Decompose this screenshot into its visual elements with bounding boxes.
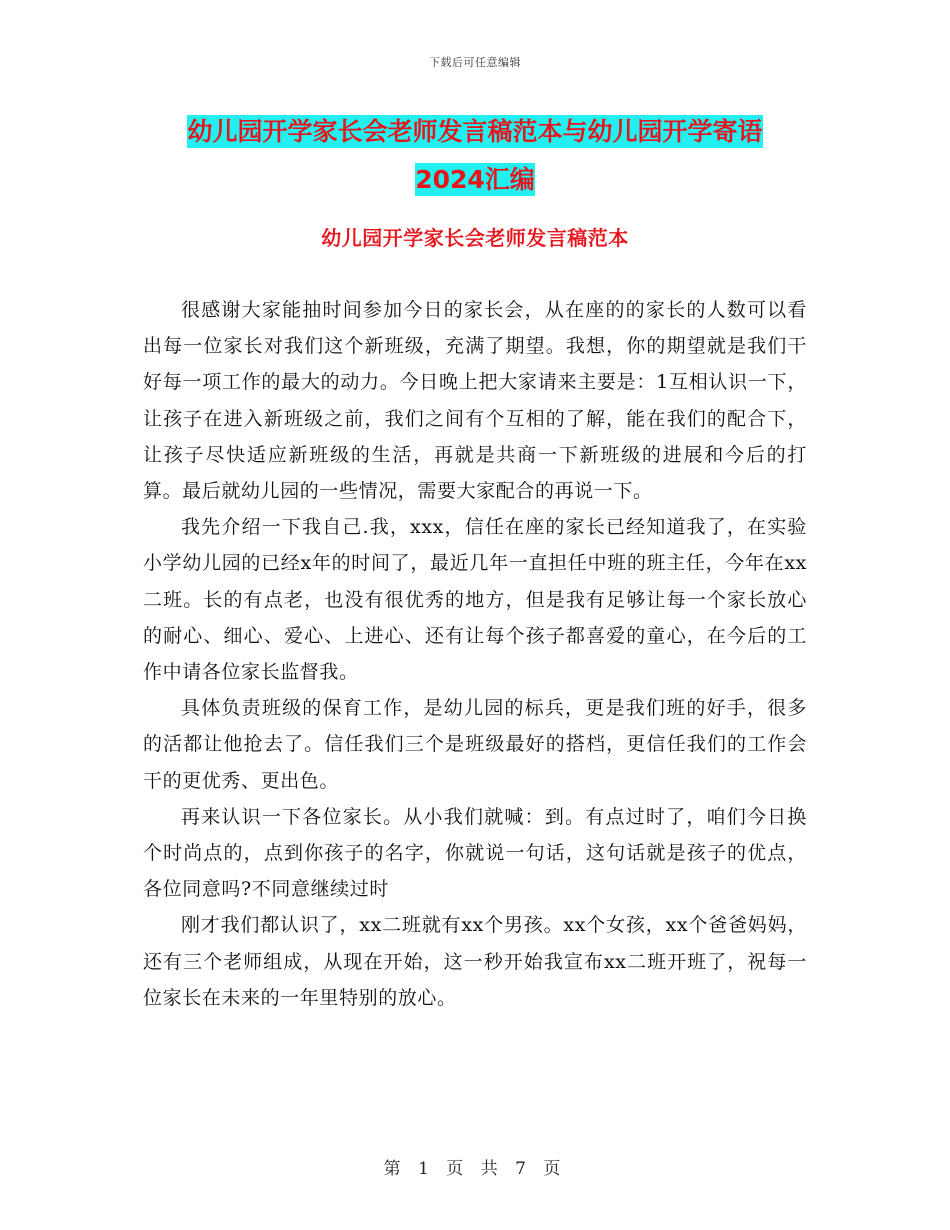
- page-header-note: 下载后可任意编辑: [429, 56, 521, 69]
- paragraph-3: 具体负责班级的保育工作，是幼儿园的标兵，更是我们班的好手，很多的活都让他抢去了。信任我们三个是班级最好的搭档，更信任我们的工作会干的更优秀、更出色。: [143, 697, 807, 792]
- paragraph-1: 很感谢大家能抽时间参加今日的家长会，从在座的的家长的人数可以看出每一位家长对我们这个新班级，充满了期望。我想，你的期望就是我们干好每一项工作的最大的动力。今日晚上把大家请来主要是：1互相认识一下，让孩子在进入新班级之前，我们之间有个互相的了解，能在我们的配合下，让孩子尽快适应新班级的生活，再就是共商一下新班级的进展和今后的打算。最后就幼儿园的一些情况，需要大家配合的再说一下。: [143, 299, 807, 503]
- document-title-line-1: 幼儿园开学家长会老师发言稿范本与幼儿园开学寄语: [187, 117, 763, 146]
- paragraph-5: 刚才我们都认识了，xx二班就有xx个男孩。xx个女孩，xx个爸爸妈妈，还有三个老师组成，从现在开始，这一秒开始我宣布xx二班开班了，祝每一位家长在未来的一年里特别的放心。: [143, 914, 807, 1009]
- paragraph-2: 我先介绍一下我自己.我，xxx，信任在座的家长已经知道我了，在实验小学幼儿园的已经x年的时间了，最近几年一直担任中班的班主任，今年在xx二班。长的有点老，也没有很优秀的地方，但是我有足够让每一个家长放心的耐心、细心、爱心、上进心、还有让每个孩子都喜爱的童心，在今后的工作中请各位家长监督我。: [143, 516, 807, 684]
- page-number-footer: 第 1 页 共 7 页: [383, 1159, 567, 1179]
- document-title: [140, 108, 810, 204]
- paragraph-4: 再来认识一下各位家长。从小我们就喊：到。有点过时了，咱们今日换个时尚点的，点到你孩子的名字，你就说一句话，这句话就是孩子的优点，各位同意吗?不同意继续过时: [143, 805, 807, 901]
- document-body: [143, 292, 807, 1016]
- section-title: 幼儿园开学家长会老师发言稿范本: [321, 226, 629, 250]
- document-title-line-2: 2024汇编: [415, 165, 535, 194]
